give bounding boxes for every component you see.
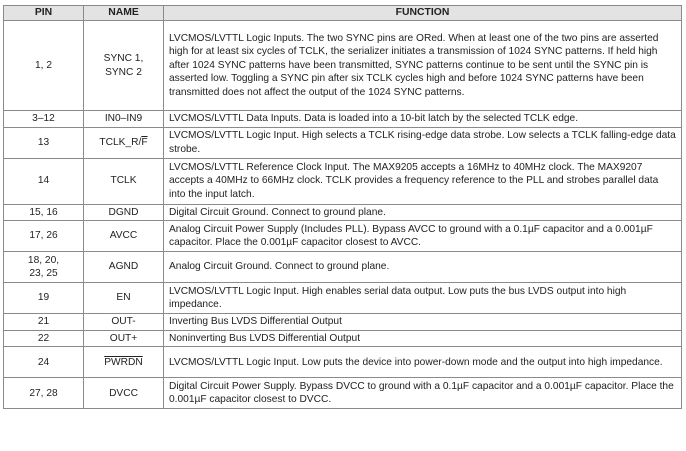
- table-row: [4, 252, 682, 283]
- function-cell: Inverting Bus LVDS Differential Output: [164, 314, 682, 331]
- function-cell: Digital Circuit Ground. Connect to ground plane.: [164, 204, 682, 221]
- name-prefix: TCLK_R/: [99, 136, 142, 148]
- table-row: [4, 221, 682, 252]
- function-cell: Analog Circuit Power Supply (Includes PLL). Bypass AVCC to ground with a 0.1µF capacitor and a 0.001µF capacitor. Place the 0.001µF capacitor closest to AVCC.: [164, 221, 682, 252]
- table-row: [4, 314, 682, 331]
- function-cell: LVCMOS/LVTTL Reference Clock Input. The MAX9205 accepts a 16MHz to 40MHz clock. The MAX9207 accepts a 40MHz to 66MHz clock. TCLK provides a frequency reference to the PLL and strobes parallel data into the input latch.: [164, 158, 682, 204]
- function-cell: LVCMOS/LVTTL Logic Input. Low puts the device into power-down mode and the output into high impedance.: [164, 347, 682, 378]
- pin-cell: 24: [4, 347, 84, 378]
- name-cell: [84, 347, 164, 378]
- pin-cell: 19: [4, 283, 84, 314]
- name-cell: OUT-: [84, 314, 164, 331]
- table-row: [4, 111, 682, 128]
- name-overline-part: PWRDN: [104, 356, 143, 368]
- header-name: NAME: [84, 6, 164, 21]
- pin-cell: 18, 20, 23, 25: [4, 252, 84, 283]
- table-row: [4, 158, 682, 204]
- pin-cell: 27, 28: [4, 378, 84, 409]
- function-cell: LVCMOS/LVTTL Logic Input. High selects a TCLK rising-edge data strobe. Low selects a TCLK falling-edge data strobe.: [164, 127, 682, 158]
- table-row: [4, 127, 682, 158]
- function-cell: Digital Circuit Power Supply. Bypass DVCC to ground with a 0.1µF capacitor and a 0.001µF capacitor. Place the 0.001µF capacitor closest to DVCC.: [164, 378, 682, 409]
- pin-cell: 1, 2: [4, 21, 84, 111]
- name-cell: OUT+: [84, 330, 164, 347]
- pin-cell: 3–12: [4, 111, 84, 128]
- name-cell: AVCC: [84, 221, 164, 252]
- pin-description-table: [3, 5, 682, 409]
- table-row: [4, 283, 682, 314]
- name-cell: AGND: [84, 252, 164, 283]
- name-cell: TCLK: [84, 158, 164, 204]
- pin-cell: 13: [4, 127, 84, 158]
- header-pin: PIN: [4, 6, 84, 21]
- pin-cell: 22: [4, 330, 84, 347]
- pin-cell: 21: [4, 314, 84, 331]
- function-cell: Noninverting Bus LVDS Differential Output: [164, 330, 682, 347]
- table-row: [4, 21, 682, 111]
- name-overline-part: $\overline{F}$: [141, 136, 148, 148]
- name-cell: EN: [84, 283, 164, 314]
- table-row: [4, 347, 682, 378]
- pin-cell: 15, 16: [4, 204, 84, 221]
- header-function: FUNCTION: [164, 6, 682, 21]
- pin-cell: 17, 26: [4, 221, 84, 252]
- name-cell: DGND: [84, 204, 164, 221]
- name-cell: SYNC 1, SYNC 2: [84, 21, 164, 111]
- pin-cell: 14: [4, 158, 84, 204]
- table-row: [4, 204, 682, 221]
- header-row: [4, 6, 682, 21]
- name-cell: IN0–IN9: [84, 111, 164, 128]
- table-row: [4, 330, 682, 347]
- function-cell: LVCMOS/LVTTL Logic Inputs. The two SYNC pins are ORed. When at least one of the two pins are asserted high for at least six cycles of TCLK, the serializer initiates a transmission of 1024 SYNC patterns. If held high after 1024 SYNC patterns have been transmitted, SYNC patterns continue to be sent until the SYNC pin is asserted low. Toggling a SYNC pin after six TCLK cycles high and before 1024 SYNC patterns have been transmitted does not affect the output of the 1024 SYNC patterns.: [164, 21, 682, 111]
- name-cell: DVCC: [84, 378, 164, 409]
- function-cell: Analog Circuit Ground. Connect to ground plane.: [164, 252, 682, 283]
- function-cell: LVCMOS/LVTTL Logic Input. High enables serial data output. Low puts the bus LVDS output into high impedance.: [164, 283, 682, 314]
- table-row: [4, 378, 682, 409]
- name-cell: [84, 127, 164, 158]
- function-cell: LVCMOS/LVTTL Data Inputs. Data is loaded into a 10-bit latch by the selected TCLK edge.: [164, 111, 682, 128]
